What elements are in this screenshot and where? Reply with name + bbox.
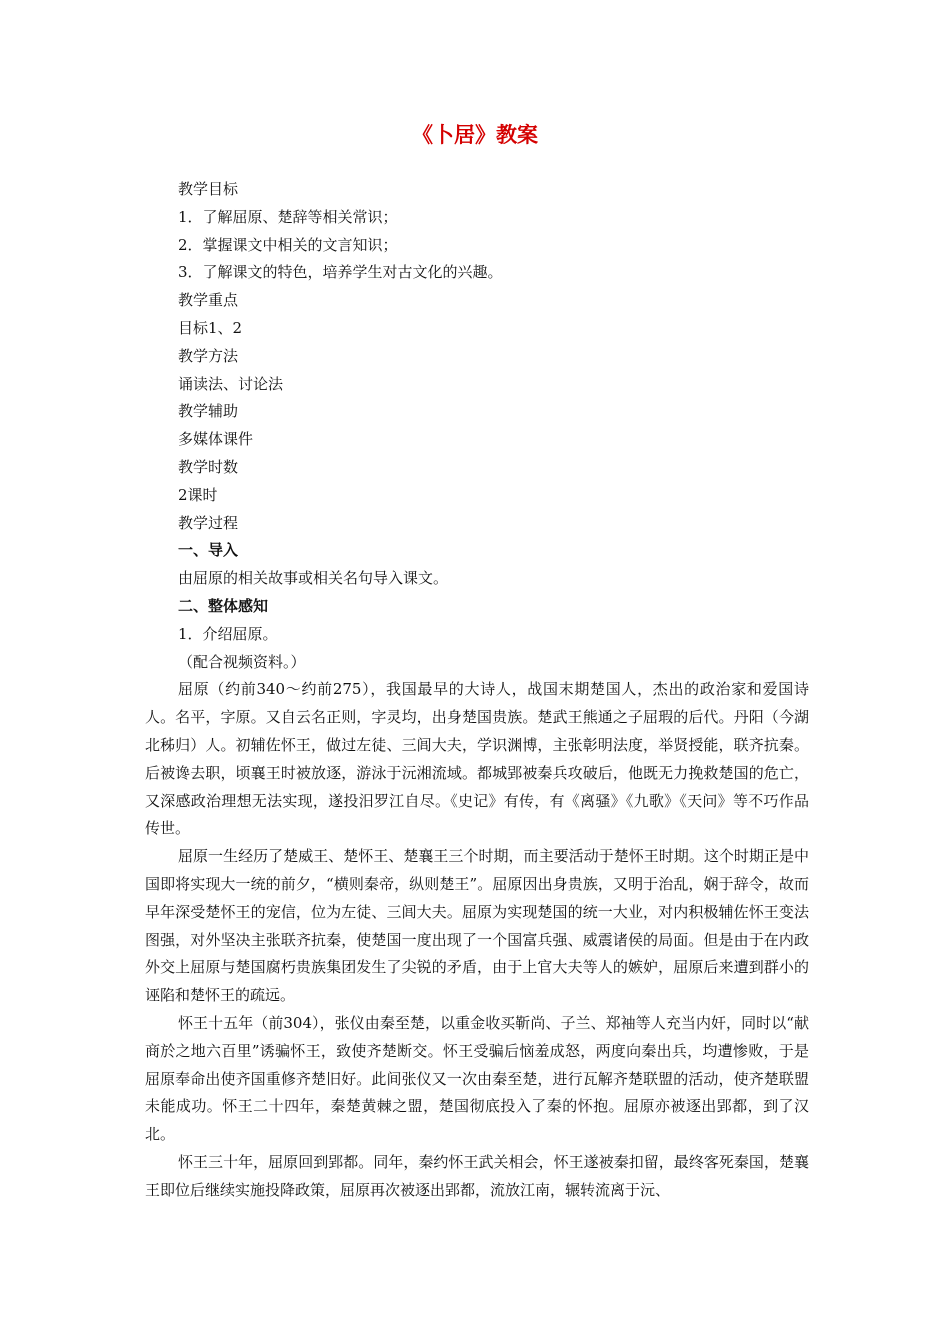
part2-heading: 二、整体感知 [178,596,269,615]
body-paragraph: 怀王三十年，屈原回到郢都。同年，秦约怀王武关相会，怀王遂被秦扣留，最终客死秦国，楚襄王即位后继续实施投降政策，屈原再次被逐出郢都，流放江南，辗转流离于沅、 [145,1152,809,1199]
goals-heading: 教学目标 [178,180,239,198]
goal-item: 1．了解屈原、楚辞等相关常识； [178,207,398,226]
goal-item: 2．掌握课文中相关的文言知识； [178,235,398,254]
part1-text: 由屈原的相关故事或相关名句导入课文。 [178,569,449,588]
aid-heading: 教学辅助 [178,402,239,421]
body-paragraph: 屈原（约前340～约前275），我国最早的大诗人，战国末期楚国人，杰出的政治家和爱国诗人。名平，字原。又自云名正则，字灵均，出身楚国贵族。楚武王熊通之子屈瑕的后代。丹阳（今湖北秭归）人。初辅佐怀王，做过左徒、三闾大夫，学识渊博，主张彰明法度，举贤授能，联齐抗秦。后被谗去职，顷襄王时被放逐，游泳于沅湘流域。都城郢被秦兵攻破后，他既无力挽救楚国的危亡，又深感政治理想无法实现，遂投汨罗江自尽。《史记》有传，有《离骚》《九歌》《天问》等不巧作品传世。 [145,680,809,838]
focus-text: 目标1、2 [178,318,243,337]
focus-heading: 教学重点 [178,291,239,310]
goal-item: 3．了解课文的特色，培养学生对古文化的兴趣。 [178,263,503,282]
document-body [145,176,809,1204]
aid-text: 多媒体课件 [178,430,254,449]
body-paragraph: 屈原一生经历了楚威王、楚怀王、楚襄王三个时期，而主要活动于楚怀王时期。这个时期正是中国即将实现大一统的前夕，“横则秦帝，纵则楚王”。屈原因出身贵族，又明于治乱，娴于辞令，故而早年深受楚怀王的宠信，位为左徒、三闾大夫。屈原为实现楚国的统一大业，对内积极辅佐怀王变法图强，对外坚决主张联齐抗秦，使楚国一度出现了一个国富兵强、威震诸侯的局面。但是由于在内政外交上屈原与楚国腐朽贵族集团发生了尖锐的矛盾，由于上官大夫等人的嫉妒，屈原后来遭到群小的诬陷和楚怀王的疏远。 [145,847,809,1005]
hours-heading: 教学时数 [178,457,239,476]
part1-heading: 一、导入 [178,541,239,560]
part2-item: 1．介绍屈原。 [178,624,278,643]
process-heading: 教学过程 [178,513,239,532]
method-text: 诵读法、讨论法 [178,374,284,393]
part2-note: （配合视频资料。） [178,652,306,671]
method-heading: 教学方法 [178,346,239,365]
body-paragraph: 怀王十五年（前304），张仪由秦至楚，以重金收买靳尚、子兰、郑袖等人充当内奸，同时以“献商於之地六百里”诱骗怀王，致使齐楚断交。怀王受骗后恼羞成怒，两度向秦出兵，均遭惨败，于是屈原奉命出使齐国重修齐楚旧好。此间张仪又一次由秦至楚，进行瓦解齐楚联盟的活动，使齐楚联盟未能成功。怀王二十四年，秦楚黄棘之盟，楚国彻底投入了秦的怀抱。屈原亦被逐出郢都，到了汉北。 [145,1013,809,1144]
hours-text: 2课时 [178,485,218,504]
page-title: 《卜居》教案 [412,123,538,147]
